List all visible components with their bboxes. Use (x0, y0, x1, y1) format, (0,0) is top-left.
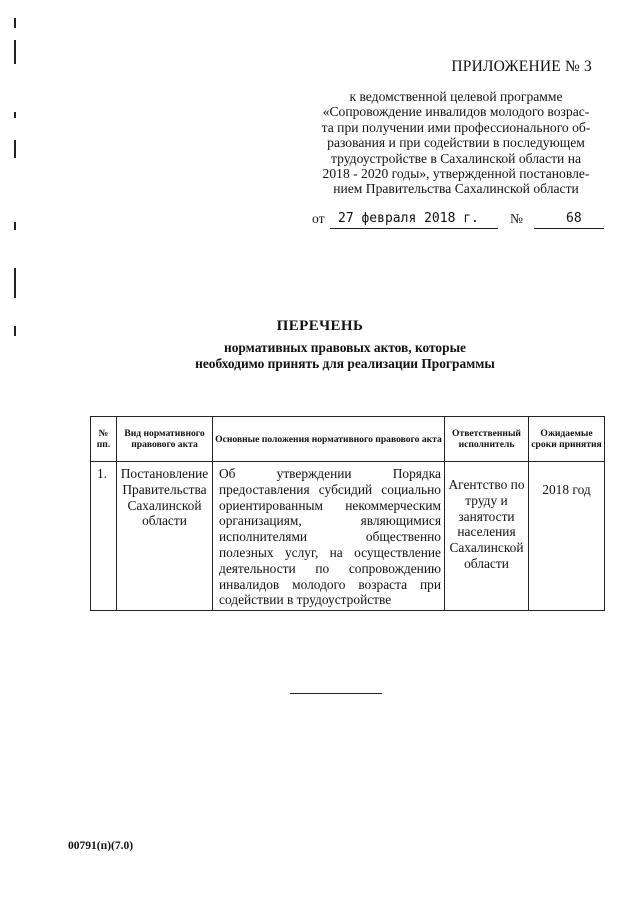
resolution-date-number-row (312, 207, 604, 229)
scan-artifact-mark (14, 222, 16, 230)
table-row (91, 462, 605, 611)
appendix-line: трудоустройстве в Сахалинской области на (331, 150, 581, 166)
header-responsible: Ответственный исполнитель (445, 417, 529, 462)
appendix-title: ПРИЛОЖЕНИЕ № 3 (451, 58, 592, 75)
cell-no: 1. (91, 462, 117, 611)
number-value: 68 (566, 211, 582, 226)
scan-artifact-mark (14, 140, 16, 158)
list-title: ПЕРЕЧЕНЬ (276, 318, 364, 334)
number-underline (534, 228, 604, 229)
appendix-line: к ведомственной целевой программе (349, 89, 563, 104)
appendix-line: разования и при содействии в последующем (327, 135, 585, 151)
cell-act-type: Постановление Правительства Сахалинской области (117, 462, 213, 611)
cell-term: 2018 год (529, 462, 605, 611)
legal-acts-table (90, 416, 605, 611)
header-no: № пп. (91, 417, 117, 462)
appendix-line: та при получении ими профессионального об- (321, 119, 591, 135)
list-subtitle (0, 340, 640, 372)
cell-provisions: Об утверждении Порядка предоставления субсидий социально ориентированным некоммерческим организациям, являющимися исполнителями общественно полезных услуг, на осуществление деятельности по сопровождению инвалидов молодого возраста при содействии в трудоустройстве (213, 462, 445, 611)
scan-artifact-mark (14, 40, 16, 64)
date-underline (330, 228, 498, 229)
appendix-text (306, 89, 606, 197)
document-code: 00791(п)(7.0) (68, 840, 134, 852)
appendix-block (306, 58, 606, 197)
header-act-type: Вид нормативного правового акта (117, 417, 213, 462)
header-term: Ожидаемые сроки принятия (529, 417, 605, 462)
list-subtitle-line: необходимо принять для реализации Программы (195, 356, 495, 371)
cell-responsible: Агентство по труду и занятости населения Сахалинской области (445, 462, 529, 611)
scan-artifact-mark (14, 112, 16, 118)
appendix-line: 2018 - 2020 годы», утвержденной постановле- (322, 166, 590, 182)
list-subtitle-line: нормативных правовых актов, которые (224, 340, 466, 355)
appendix-line: нием Правительства Сахалинской области (333, 181, 579, 197)
scan-artifact-mark (14, 268, 16, 298)
header-provisions: Основные положения нормативного правового акта (213, 417, 445, 462)
table-header-row (91, 417, 605, 462)
scan-artifact-mark (14, 18, 16, 28)
appendix-line: «Сопровождение инвалидов молодого возрас- (322, 104, 590, 120)
end-divider (290, 693, 382, 694)
date-label: от (312, 211, 325, 226)
date-value: 27 февраля 2018 г. (338, 211, 479, 226)
number-label: № (510, 211, 523, 226)
